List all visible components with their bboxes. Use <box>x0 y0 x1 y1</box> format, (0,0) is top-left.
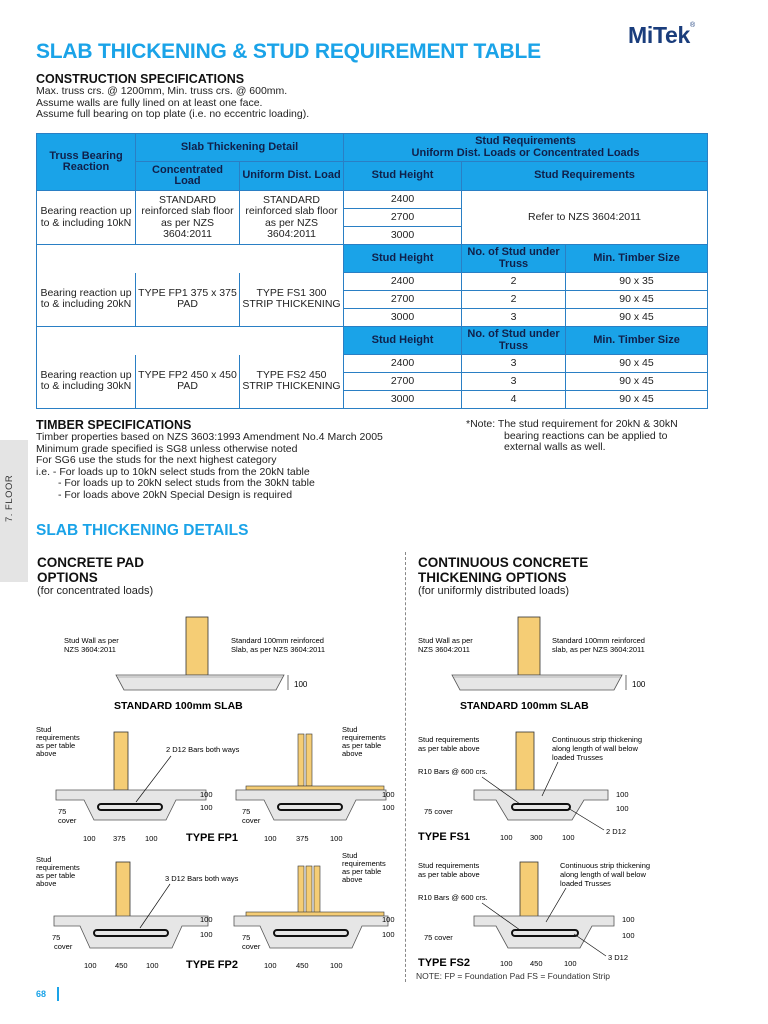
cover-label: cover <box>54 942 73 951</box>
header-no-stud: No. of Stud under Truss <box>462 245 566 273</box>
strip-label: Continuous strip thickening <box>560 861 651 870</box>
dim-label: 100 <box>632 680 646 689</box>
type-fs1-diagram <box>412 722 712 846</box>
timber-beam <box>246 912 384 916</box>
type-label: TYPE FS2 <box>418 957 470 969</box>
table-subheader-row <box>37 245 708 273</box>
cover-label: cover <box>242 942 261 951</box>
height-cell: 2400 <box>344 355 462 373</box>
pad-right <box>236 725 395 843</box>
stud-wall-label: Stud Wall as per <box>418 636 473 645</box>
right-column-heading: CONTINUOUS CONCRETE THICKENING OPTIONS (for uniformly distributed loads) <box>418 555 589 597</box>
standard-slab-diagram-left <box>36 605 400 715</box>
stud-req-label: above <box>36 749 57 758</box>
stud-req-label: Stud <box>36 725 52 734</box>
dim-label: 375 <box>296 834 309 843</box>
left-column-heading: CONCRETE PAD OPTIONS (for concentrated loads) <box>37 555 154 597</box>
stud-req-label: as per table above <box>418 870 480 879</box>
dim-label: 100 <box>83 834 96 843</box>
pad-left <box>36 855 239 970</box>
dim-label: 450 <box>296 961 309 970</box>
dim-label: 100 <box>564 959 577 968</box>
page-number: 68 <box>36 989 47 999</box>
type-fp1-diagram <box>36 722 402 846</box>
strip-label: along length of wall below <box>560 870 646 879</box>
dim-label: 100 <box>200 790 213 799</box>
dim-label: 100 <box>500 959 513 968</box>
refer-cell: Refer to NZS 3604:2011 <box>462 191 708 245</box>
stud-requirement-table <box>36 133 708 409</box>
stud-count-cell: 3 <box>462 309 566 327</box>
header-bearing: Truss Bearing Reaction <box>37 134 136 191</box>
udl-cell: STANDARD reinforced slab floor as per NZS 3604:2011 <box>240 191 344 245</box>
header-udl: Uniform Dist. Load <box>240 162 344 191</box>
table-row <box>37 191 708 209</box>
dim-label: 75 <box>242 933 251 942</box>
abbreviation-note: NOTE: FP = Foundation Pad FS = Foundation Strip <box>416 971 611 981</box>
height-cell: 3000 <box>344 309 462 327</box>
page-title: SLAB THICKENING & STUD REQUIREMENT TABLE <box>36 40 541 63</box>
header-stud-height: Stud Height <box>344 162 462 191</box>
cover-label: 75 cover <box>424 807 453 816</box>
stud-req-label: above <box>342 875 363 884</box>
stud-req-label: requirements <box>342 859 386 868</box>
header-no-stud: No. of Stud under Truss <box>462 327 566 355</box>
timber-stud <box>298 734 304 786</box>
spec-line: Timber properties based on NZS 3603:1993 Amendment No.4 March 2005 <box>36 431 383 443</box>
bearing-cell: Bearing reaction up to & including 10kN <box>37 191 136 245</box>
stud-count-cell: 4 <box>462 391 566 409</box>
slab-label: slab, as per NZS 3604:2011 <box>552 645 645 654</box>
timber-size-cell: 90 x 45 <box>566 291 708 309</box>
timber-size-cell: 90 x 35 <box>566 273 708 291</box>
dim-label: 450 <box>115 961 128 970</box>
strip-label: along length of wall below <box>552 744 638 753</box>
height-cell: 2400 <box>344 191 462 209</box>
diagram-caption: STANDARD 100mm SLAB <box>460 700 589 712</box>
stud-req-label: Stud requirements <box>418 735 480 744</box>
strip-label: loaded Trusses <box>560 879 611 888</box>
type-fp2-diagram <box>36 850 402 974</box>
r10-label: R10 Bars @ 600 crs. <box>418 893 488 902</box>
spec-line: Max. truss crs. @ 1200mm, Min. truss crs. @ 600mm. <box>36 85 288 97</box>
dim-label: 100 <box>622 931 635 940</box>
spec-line: - For loads above 20kN Special Design is required <box>58 488 293 501</box>
timber-stud <box>116 862 130 918</box>
dim-label: 100 <box>146 961 159 970</box>
slab-label: Standard 100mm reinforced <box>552 636 645 645</box>
height-cell: 3000 <box>344 227 462 245</box>
side-tab-label: 7. FLOOR <box>4 474 15 522</box>
stud-count-cell: 2 <box>462 273 566 291</box>
dim-label: 100 <box>145 834 158 843</box>
header-stud-top: Stud Requirements Uniform Dist. Loads or Concentrated Loads <box>344 134 708 162</box>
construction-specs <box>36 86 309 121</box>
stud-req-label: as per table <box>342 741 382 750</box>
spec-line: Minimum grade specified is SG8 unless otherwise noted <box>36 442 298 455</box>
d12-label: 3 D12 <box>608 953 629 962</box>
header-concentrated: Concentrated Load <box>136 162 240 191</box>
timber-stud <box>516 732 534 790</box>
dim-label: 100 <box>382 803 395 812</box>
timber-size-cell: 90 x 45 <box>566 309 708 327</box>
spec-line: Assume walls are fully lined on at least one face. <box>36 96 263 109</box>
timber-size-cell: 90 x 45 <box>566 391 708 409</box>
table-row <box>37 273 708 291</box>
spec-line: i.e. - For loads up to 10kN select studs from the 20kN table <box>36 465 310 478</box>
stud-req-label: above <box>36 879 57 888</box>
column-divider <box>405 552 406 982</box>
height-cell: 2700 <box>344 373 462 391</box>
diagram-caption: STANDARD 100mm SLAB <box>114 700 243 712</box>
dim-label: 450 <box>530 959 543 968</box>
table-row <box>37 355 708 373</box>
timber-specs <box>36 432 383 501</box>
slab-label: Slab, as per NZS 3604:2011 <box>231 645 326 654</box>
timber-size-cell: 90 x 45 <box>566 373 708 391</box>
strip-label: Continuous strip thickening <box>552 735 643 744</box>
header-stud-height: Stud Height <box>344 327 462 355</box>
dim-label: 75 <box>58 807 67 816</box>
header-min-timber: Min. Timber Size <box>566 327 708 355</box>
header-min-timber: Min. Timber Size <box>566 245 708 273</box>
height-cell: 2700 <box>344 291 462 309</box>
timber-stud <box>114 732 128 790</box>
strip-label: loaded Trusses <box>552 753 603 762</box>
dim-label: 100 <box>200 915 213 924</box>
timber-stud <box>520 862 538 918</box>
conc-cell: STANDARD reinforced slab floor as per NZS 3604:2011 <box>136 191 240 245</box>
dim-label: 100 <box>562 833 575 842</box>
dim-label: 100 <box>330 834 343 843</box>
type-label: TYPE FS1 <box>418 831 470 843</box>
dim-label: 100 <box>382 930 395 939</box>
timber-beam <box>246 786 384 790</box>
stud-req-label: above <box>342 749 363 758</box>
mitek-logo: MiTek® <box>628 22 695 48</box>
stud-wall-label: Stud Wall as per <box>64 636 119 645</box>
spec-line: Assume full bearing on top plate (i.e. no eccentric loading). <box>36 108 310 120</box>
udl-cell: TYPE FS2 450 STRIP THICKENING <box>240 355 344 409</box>
pad-slab <box>54 916 208 948</box>
type-label: TYPE FP2 <box>186 959 238 971</box>
stud-req-label: requirements <box>36 733 80 742</box>
stud-req-label: as per table <box>36 871 76 880</box>
details-title: SLAB THICKENING DETAILS <box>36 522 249 539</box>
bearing-cell: Bearing reaction up to & including 30kN <box>37 355 136 409</box>
timber-stud <box>306 866 312 914</box>
timber-size-cell: 90 x 45 <box>566 355 708 373</box>
bars-label: 3 D12 Bars both ways <box>165 874 239 883</box>
dim-label: 100 <box>200 930 213 939</box>
height-cell: 2700 <box>344 209 462 227</box>
stud-req-label: as per table above <box>418 744 480 753</box>
dim-label: 300 <box>530 833 543 842</box>
dim-label: 100 <box>84 961 97 970</box>
standard-slab-diagram-right <box>412 605 712 715</box>
strip-slab <box>474 916 614 948</box>
stud-note: *Note: The stud requirement for 20kN & 30kN bearing reactions can be applied to external walls as well. <box>466 418 678 453</box>
stud-wall-label: NZS 3604:2011 <box>64 645 116 654</box>
cover-label: 75 cover <box>424 933 453 942</box>
height-cell: 3000 <box>344 391 462 409</box>
stud-wall-label: NZS 3604:2011 <box>418 645 470 654</box>
stud-req-label: requirements <box>342 733 386 742</box>
header-stud-requirements: Stud Requirements <box>462 162 708 191</box>
stud-req-label: Stud <box>36 855 52 864</box>
header-stud-height: Stud Height <box>344 245 462 273</box>
table-subheader-row <box>37 327 708 355</box>
timber-stud <box>518 617 540 675</box>
dim-label: 100 <box>500 833 513 842</box>
type-label: TYPE FP1 <box>186 832 238 844</box>
cover-label: cover <box>58 816 77 825</box>
dim-label: 100 <box>264 961 277 970</box>
pad-right <box>234 851 395 970</box>
dim-label: 100 <box>264 834 277 843</box>
stud-count-cell: 3 <box>462 373 566 391</box>
stud-req-label: as per table <box>342 867 382 876</box>
dim-label: 100 <box>616 790 629 799</box>
dim-label: 75 <box>242 807 251 816</box>
stud-req-label: Stud <box>342 725 358 734</box>
r10-label: R10 Bars @ 600 crs. <box>418 767 488 776</box>
conc-cell: TYPE FP1 375 x 375 PAD <box>136 273 240 327</box>
timber-stud <box>306 734 312 786</box>
stud-req-label: requirements <box>36 863 80 872</box>
stud-req-label: Stud <box>342 851 358 860</box>
stud-req-label: as per table <box>36 741 76 750</box>
timber-stud <box>314 866 320 914</box>
timber-heading: TIMBER SPECIFICATIONS <box>36 418 192 432</box>
dim-label: 100 <box>382 790 395 799</box>
page-number-bar <box>57 987 59 1001</box>
bars-label: 2 D12 Bars both ways <box>166 745 240 754</box>
bearing-cell: Bearing reaction up to & including 20kN <box>37 273 136 327</box>
dim-label: 100 <box>294 680 308 689</box>
spec-line: - For loads up to 20kN select studs from the 30kN table <box>58 477 315 489</box>
dim-label: 100 <box>330 961 343 970</box>
conc-cell: TYPE FP2 450 x 450 PAD <box>136 355 240 409</box>
slab-label: Standard 100mm reinforced <box>231 636 324 645</box>
dim-label: 100 <box>382 915 395 924</box>
dim-label: 75 <box>52 933 61 942</box>
timber-stud <box>298 866 304 914</box>
pad-left <box>36 725 240 843</box>
stud-count-cell: 3 <box>462 355 566 373</box>
stud-req-label: Stud requirements <box>418 861 480 870</box>
stud-count-cell: 2 <box>462 291 566 309</box>
dim-label: 100 <box>200 803 213 812</box>
header-slab: Slab Thickening Detail <box>136 134 344 162</box>
dim-label: 100 <box>622 915 635 924</box>
height-cell: 2400 <box>344 273 462 291</box>
cover-label: cover <box>242 816 261 825</box>
construction-heading: CONSTRUCTION SPECIFICATIONS <box>36 72 245 86</box>
d12-label: 2 D12 <box>606 827 627 836</box>
spec-line: For SG6 use the studs for the next highest category <box>36 454 277 466</box>
dim-label: 100 <box>616 804 629 813</box>
type-fs2-diagram <box>412 850 712 970</box>
timber-stud <box>186 617 208 675</box>
dim-label: 375 <box>113 834 126 843</box>
udl-cell: TYPE FS1 300 STRIP THICKENING <box>240 273 344 327</box>
